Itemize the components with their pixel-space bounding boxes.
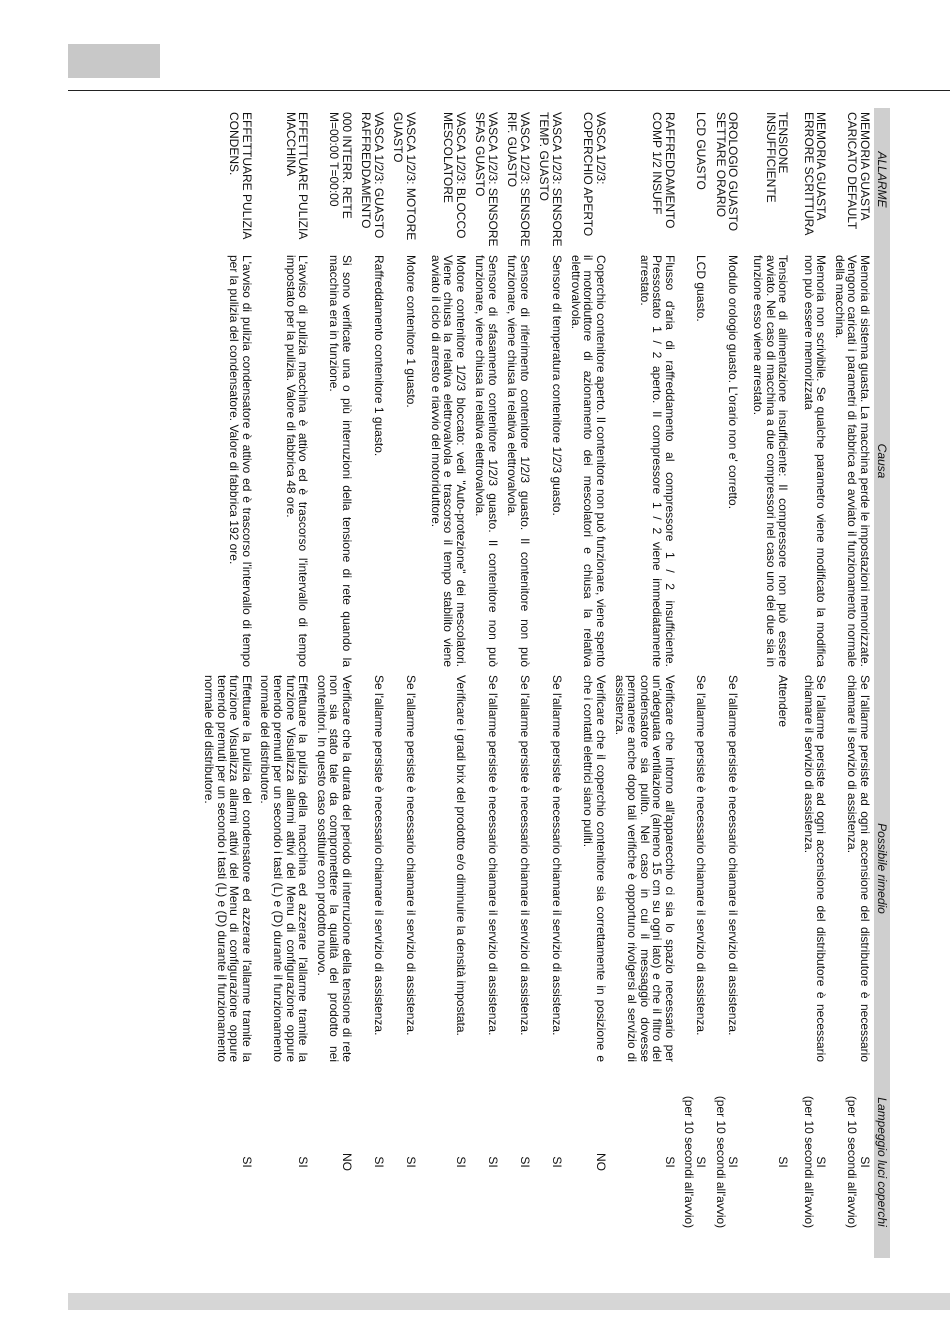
alarm-name: VASCA 1/2/3: SENSORE RIF. GUASTO	[505, 112, 533, 247]
table-row	[742, 108, 792, 1258]
alarm-lights	[830, 1066, 874, 1258]
alarm-name: LCD GUASTO	[694, 112, 709, 190]
alarm-name: VASCA 1/2/3: SENSORE TEMP. GUASTO	[537, 112, 565, 247]
alarm-cause: Sensore di temperatura contenitore 1/2/3 guasto.	[550, 255, 565, 516]
alarm-table-rotated	[110, 108, 890, 1258]
alarm-lights	[470, 1066, 502, 1258]
alarm-cause: Sensore di sfasamento contenitore 1/2/3 guasto. Il contenitore non può funzionare, viene chiusa la relativa elettrovalvola.	[473, 255, 501, 667]
table-row	[356, 108, 388, 1258]
alarm-cause: L'avviso di pulizia condensatore è attivo ed è trascorso l'intervallo di tempo per la pulizia del condensatore. Valore di fabbrica 192 ore.	[227, 255, 254, 667]
table-row	[610, 108, 679, 1258]
alarm-remedy: Se l'allarme persiste ad ogni accensione del distributore è necessario chiamare il servizio di assistenza.	[801, 675, 829, 1062]
lights-value: SI	[518, 1156, 533, 1168]
table-row	[679, 108, 710, 1258]
lights-value: SI	[550, 1156, 565, 1168]
alarm-remedy: Verificare che il coperchio contenitore sia correttamente in posizione e che i contatti elettrici siano puliti.	[581, 675, 609, 1062]
alarm-remedy: Se l'allarme persiste è necessario chiamare il servizio di assistenza.	[694, 675, 709, 1036]
alarm-lights	[792, 1066, 830, 1258]
alarm-name: VASCA 1/2/3: MOTORE GUASTO	[391, 112, 419, 241]
header-remedy: Possibile rimedio	[874, 671, 890, 1066]
alarm-name: VASCA 1/2/3: BLOCCO MESCOLATORE	[441, 112, 469, 239]
header-cause: Causa	[874, 251, 890, 671]
lights-value: NO	[340, 1153, 355, 1171]
footer-bar	[68, 1293, 950, 1310]
alarm-name: EFFETTUARE PULIZIA CONDENS.	[227, 112, 254, 239]
alarm-name: VASCA 1/2/3: COPERCHIO APERTO	[581, 112, 609, 237]
table-row	[420, 108, 470, 1258]
alarm-cause: Flusso d'aria di raffreddamento al compressore 1 / 2 insufficiente. Pressostato 1 / 2 aperto. Il compressore 1 / 2 viene immediatamente arrestato.	[637, 255, 678, 667]
alarm-lights	[502, 1066, 534, 1258]
alarm-name: 000 INTERR. RETE M=00:00 T=00:00	[327, 112, 355, 219]
alarm-remedy: Verificare che la durata del periodo di interruzione della tensione di rete non sia stato tale da compromettere la qualità del prodotto nei contenitori. In questo caso sostituire con prodotto nuovo.	[314, 675, 355, 1062]
alarm-name: MEMORIA GUASTA CARICATO DEFAULT	[845, 112, 872, 230]
alarm-name: MEMORIA GUASTA ERRORE SCRITTURA	[801, 112, 829, 236]
alarm-remedy: Se l'allarme persiste è necessario chiamare il servizio di assistenza.	[372, 675, 387, 1036]
page-tab-marker	[68, 44, 160, 78]
alarm-name: RAFFREDDAMENTO COMP 1/2 INSUFF	[650, 112, 678, 229]
alarm-name: VASCA 1/2/3: GUASTO RAFFREDDAMENTO	[359, 112, 387, 239]
table-row	[710, 108, 742, 1258]
alarm-cause: Memoria di sistema guasta. La macchina perde le impostazioni memorizzate. Vengono caricati i parametri di fabbrica ed avviato il funzionamento normale della macchina.	[832, 255, 872, 667]
alarm-cause: Sensore di riferimento contenitore 1/2/3 guasto. Il contenitore non può funzionare, viene chiusa la relativa elettrovalvola.	[505, 255, 533, 667]
table-row	[566, 108, 610, 1258]
alarm-cause: Motore contenitore 1/2/3 bloccato: vedi "Auto-protezione" dei mescolatori. Viene chiusa la relativa elettrovalvola e trascorso il tempo stabilito viene avviato il ciclo di arresto e riavvio del motoriduttore.	[428, 255, 469, 667]
alarm-cause: Tensione di alimentazione insufficiente: Il compressore non può essere avviato. Nel caso di macchina a due compressori nel caso uno dei due sia in funzione esso viene arrestato.	[751, 255, 791, 667]
lights-value: SI	[454, 1156, 469, 1168]
alarm-lights	[388, 1066, 420, 1258]
alarm-cause: Modulo orologio guasto. L'orario non e' corretto.	[726, 255, 741, 510]
lights-value: SI	[726, 1156, 741, 1168]
alarm-name: TENSIONE INSUFFICIENTE	[763, 112, 791, 203]
alarm-remedy: Se l'allarme persiste è necessario chiamare il servizio di assistenza.	[518, 675, 533, 1036]
lights-value: SI	[858, 1156, 872, 1168]
lights-value: SI	[694, 1156, 709, 1168]
alarm-lights	[312, 1066, 356, 1258]
alarm-cause: Motore contenitore 1 guasto.	[404, 255, 419, 408]
alarm-lights	[200, 1066, 256, 1258]
lights-value: SI	[372, 1156, 387, 1168]
alarm-lights	[610, 1066, 679, 1258]
lights-value: NO	[594, 1153, 609, 1171]
alarm-lights	[256, 1066, 312, 1258]
alarm-remedy: Se l'allarme persiste è necessario chiamare il servizio di assistenza.	[404, 675, 419, 1036]
alarm-remedy: Effettuare la pulizia della macchina ed azzerare l'allarme tramite la funzione Visualizza allarmi attivi del Menu di configurazione oppure tenendo premuti per un secondo i tasti (L) e (D) durante il funzionamento normale del distributore.	[258, 675, 311, 1062]
lights-value: (per 10 secondi all'avvio)	[713, 1095, 728, 1229]
header-alarm: ALLARME	[874, 108, 890, 251]
alarm-lights	[742, 1066, 792, 1258]
table-header-row	[874, 108, 890, 1258]
table-row	[534, 108, 566, 1258]
alarm-cause: Memoria non scrivibile. Se qualche parametro viene modificato la modifica non può essere memorizzata	[801, 255, 829, 667]
lights-value: SI	[404, 1156, 419, 1168]
alarm-name: EFFETTUARE PULIZIA MACCHINA	[283, 112, 311, 239]
table-row	[388, 108, 420, 1258]
table-row	[200, 108, 256, 1258]
alarm-cause: Si sono verificate una o più interruzioni della tensione di rete quando la macchina era in funzione.	[327, 255, 355, 667]
lights-value: SI	[776, 1156, 791, 1168]
table-body	[200, 108, 874, 1258]
lights-value: SI	[239, 1156, 254, 1168]
lights-value: SI	[814, 1156, 829, 1168]
alarm-cause: L'avviso di pulizia macchina è attivo ed è trascorso l'intervallo di tempo impostato per la pulizia. Valore di fabbrica 48 ore.	[283, 255, 311, 667]
alarm-remedy: Se l'allarme persiste è necessario chiamare il servizio di assistenza.	[726, 675, 741, 1036]
alarm-lights	[679, 1066, 710, 1258]
alarm-name: OROLOGIO GUASTO SETTARE ORARIO	[713, 112, 741, 232]
alarm-lights	[356, 1066, 388, 1258]
alarm-remedy: Se l'allarme persiste è necessario chiamare il servizio di assistenza.	[550, 675, 565, 1036]
alarm-cause: Coperchio contenitore aperto. Il contenitore non può funzionare, viene spento il motoriduttore di azionamento dei mescolatori e chiusa la relativa elettrovalvola.	[568, 255, 609, 667]
table-row	[256, 108, 312, 1258]
alarm-lights	[534, 1066, 566, 1258]
alarm-remedy: Se l'allarme persiste ad ogni accensione del distributore è necessario chiamare il servizio di assistenza.	[845, 675, 872, 1062]
lights-value: (per 10 secondi all'avvio)	[681, 1095, 696, 1229]
alarm-table	[200, 108, 890, 1258]
alarm-lights	[420, 1066, 470, 1258]
alarm-lights	[566, 1066, 610, 1258]
header-rule	[68, 90, 950, 91]
alarm-remedy: Verificare i gradi brix del prodotto e/o diminuire la densità impostata.	[454, 675, 469, 1036]
lights-value: (per 10 secondi all'avvio)	[801, 1095, 816, 1229]
alarm-name: VASCA 1/2/3: SENSORE SFAS GUASTO	[473, 112, 501, 247]
alarm-cause: Raffreddamento contenitore 1 guasto.	[372, 255, 387, 457]
alarm-remedy: Attendere	[776, 675, 791, 728]
alarm-remedy: Verificare che intorno all'apparecchio ci sia lo spazio necessario per un'adeguata ventilazione (almeno 15 cm su ogni lato) e che il filtro del condensatore sia pulito. Nel caso in cui il messaggio dovesse permanere anche dopo tali verifiche è opportuno rivolgersi al servizio di assistenza.	[612, 675, 678, 1062]
alarm-cause: LCD guasto.	[694, 255, 709, 322]
table-row	[502, 108, 534, 1258]
table-row	[470, 108, 502, 1258]
table-row	[830, 108, 874, 1258]
lights-value: SI	[296, 1156, 311, 1168]
alarm-remedy: Se l'allarme persiste è necessario chiamare il servizio di assistenza.	[486, 675, 501, 1036]
alarm-remedy: Effettuare la pulizia del condensatore ed azzerare l'allarme tramite la funzione Visualizza allarmi attivi del Menu di configurazione oppure tenendo premuti per un secondo i tasti (L) e (D) durante il funzionamento normale del distributore.	[202, 675, 254, 1062]
header-lights: Lampeggio luci coperchi	[874, 1066, 890, 1258]
alarm-lights	[710, 1066, 742, 1258]
table-row	[312, 108, 356, 1258]
lights-value: SI	[486, 1156, 501, 1168]
lights-value: (per 10 secondi all'avvio)	[845, 1095, 860, 1229]
table-row	[792, 108, 830, 1258]
lights-value: SI	[663, 1156, 678, 1168]
